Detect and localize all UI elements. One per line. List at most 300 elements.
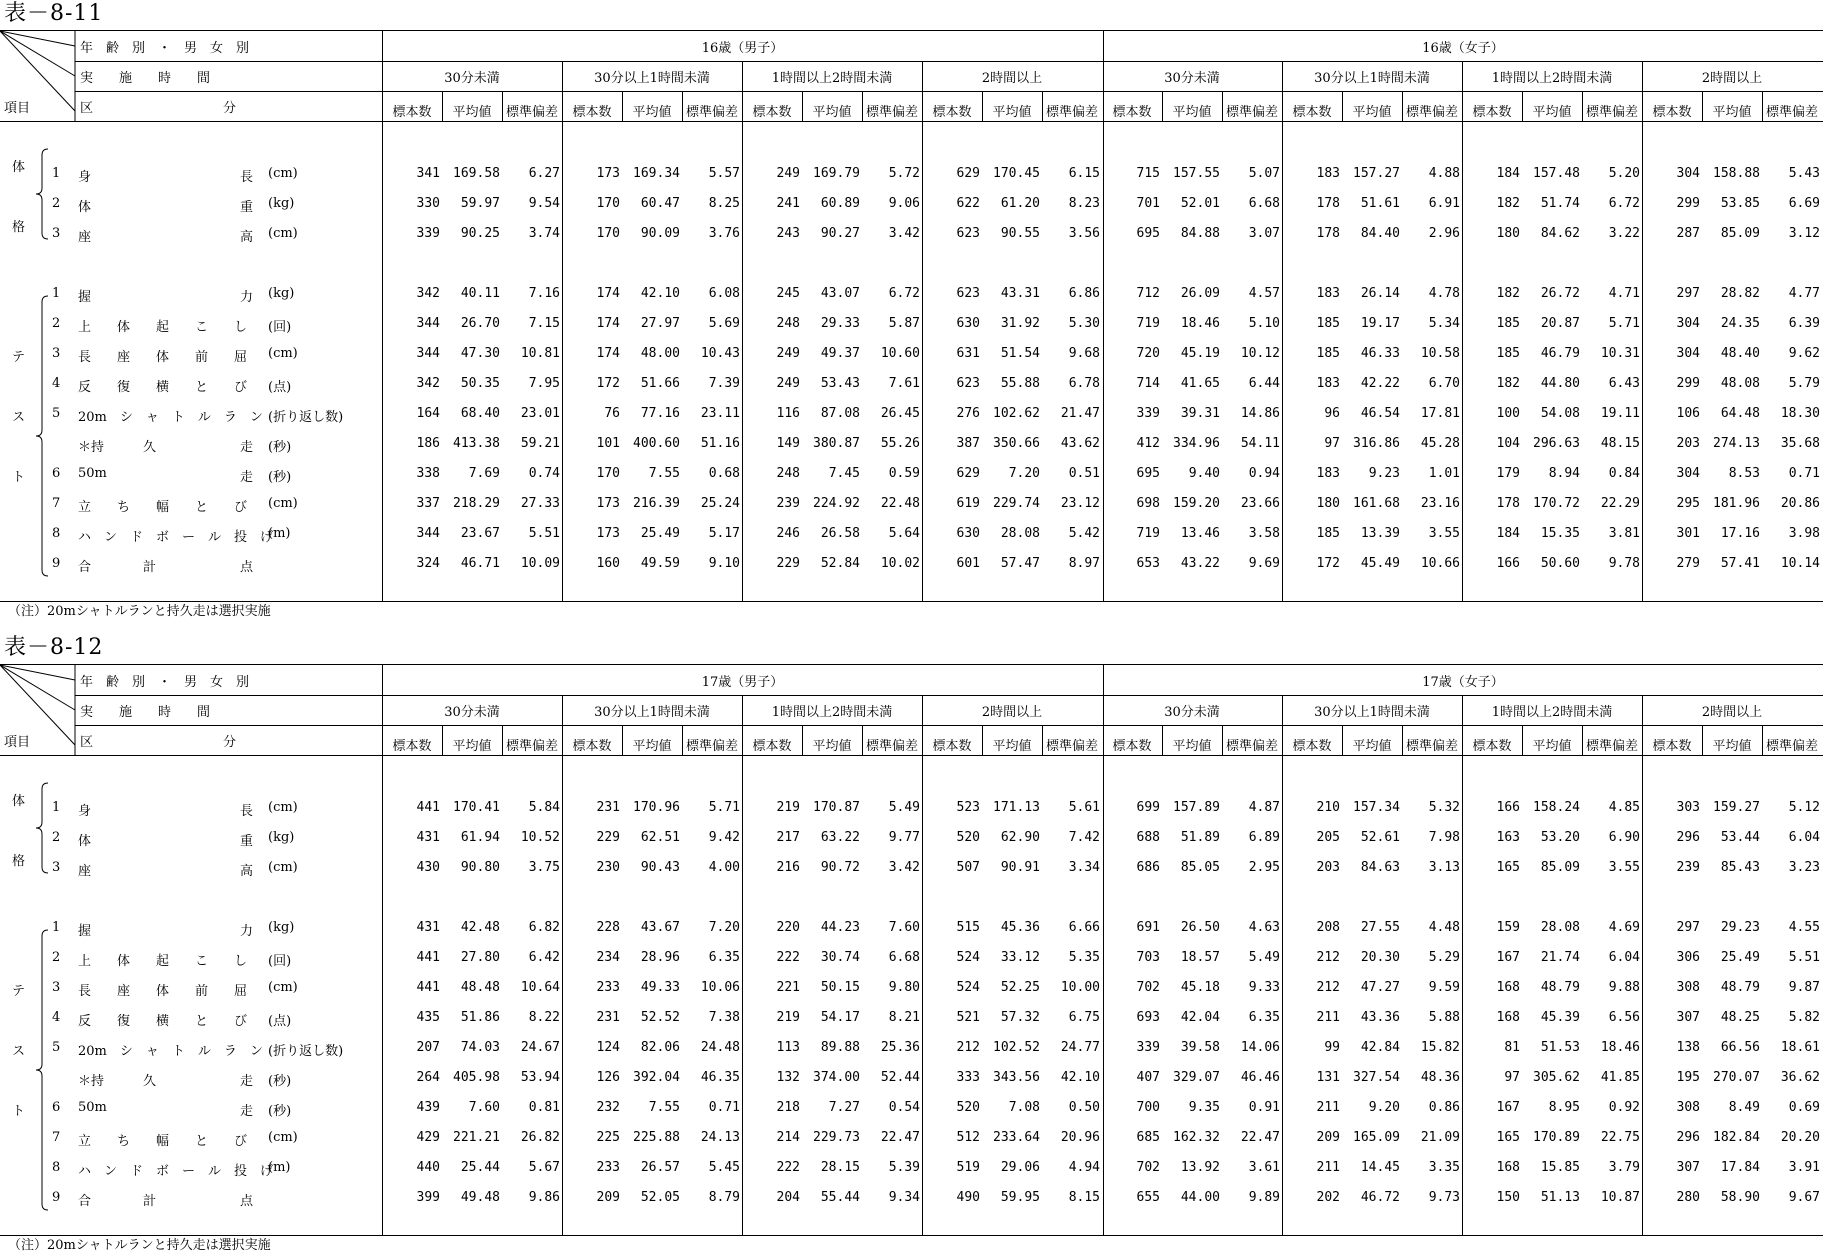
table-cell: 0.74: [528, 466, 560, 481]
table-cell: 14.06: [1240, 1040, 1280, 1055]
table-cell: 57.47: [1000, 556, 1040, 571]
item-unit: (cm): [268, 496, 298, 511]
table-cell: 8.15: [1068, 1190, 1100, 1205]
table-cell: 52.01: [1180, 196, 1220, 211]
table-cell: 233: [596, 980, 620, 995]
subcolumn-label: 標本数: [572, 105, 612, 120]
table-cell: 698: [1136, 496, 1160, 511]
table-cell: 10.09: [520, 556, 560, 571]
table-cell: 35.68: [1780, 436, 1820, 451]
table-caption: 表－8-12: [4, 635, 104, 660]
table-cell: 5.12: [1788, 800, 1820, 815]
table-cell: 0.84: [1608, 466, 1640, 481]
table-cell: 96: [1324, 406, 1340, 421]
table-cell: 101: [596, 436, 620, 451]
table-cell: 48.48: [460, 980, 500, 995]
table-cell: 42.04: [1180, 1010, 1220, 1025]
table-cell: 3.81: [1608, 526, 1640, 541]
item-number: 2: [52, 196, 61, 211]
table-cell: 3.91: [1788, 1160, 1820, 1175]
table-cell: 169.79: [813, 166, 860, 181]
table-cell: 170: [596, 226, 620, 241]
table-cell: 23.01: [520, 406, 560, 421]
table-cell: 203: [1316, 860, 1340, 875]
table-cell: 54.08: [1540, 406, 1580, 421]
table-cell: 150: [1496, 1190, 1520, 1205]
item-name: 長 座 体 前 屈: [78, 350, 248, 365]
table-cell: 174: [596, 316, 620, 331]
table-cell: 113: [776, 1040, 800, 1055]
table-cell: 231: [596, 800, 620, 815]
table-cell: 10.31: [1600, 346, 1640, 361]
table-cell: 24.13: [700, 1130, 740, 1145]
table-cell: 230: [596, 860, 620, 875]
data-table: [0, 664, 1823, 1236]
table-cell: 52.05: [640, 1190, 680, 1205]
table-cell: 61.94: [460, 830, 500, 845]
table-cell: 90.09: [640, 226, 680, 241]
header-age-sex-label: 年 齢 別 ・ 男 女 別: [80, 675, 250, 690]
table-cell: 182: [1496, 376, 1520, 391]
table-cell: 41.85: [1600, 1070, 1640, 1085]
table-cell: 182.84: [1713, 1130, 1760, 1145]
table-cell: 22.75: [1600, 1130, 1640, 1145]
table-cell: 26.58: [820, 526, 860, 541]
subcolumn-label: 標本数: [392, 739, 432, 754]
table-cell: 18.30: [1780, 406, 1820, 421]
table-cell: 97: [1504, 1070, 1520, 1085]
table-cell: 304: [1676, 166, 1700, 181]
table-cell: 0.50: [1068, 1100, 1100, 1115]
subcolumn-label: 標準偏差: [685, 105, 738, 120]
table-cell: 183: [1316, 286, 1340, 301]
table-cell: 222: [776, 950, 800, 965]
table-cell: 64.48: [1720, 406, 1760, 421]
table-cell: 341: [416, 166, 440, 181]
table-cell: 5.57: [708, 166, 740, 181]
table-cell: 6.69: [1788, 196, 1820, 211]
subcolumn-label: 標準偏差: [1225, 105, 1278, 120]
subcolumn-label: 標準偏差: [1225, 739, 1278, 754]
table-cell: 45.28: [1420, 436, 1460, 451]
table-cell: 339: [1136, 406, 1160, 421]
table-cell: 301: [1676, 526, 1700, 541]
table-cell: 296: [1676, 1130, 1700, 1145]
table-cell: 6.04: [1788, 830, 1820, 845]
table-cell: 6.86: [1068, 286, 1100, 301]
table-cell: 246: [776, 526, 800, 541]
table-cell: 299: [1676, 376, 1700, 391]
duration-label: 2時間以上: [1701, 71, 1763, 86]
table-cell: 9.10: [708, 556, 740, 571]
table-cell: 182: [1496, 196, 1520, 211]
table-cell: 3.23: [1788, 860, 1820, 875]
item-number: 7: [52, 496, 61, 511]
table-cell: 524: [956, 950, 980, 965]
table-cell: 182: [1496, 286, 1520, 301]
table-cell: 7.16: [528, 286, 560, 301]
table-cell: 30.74: [820, 950, 860, 965]
subcolumn-label: 標本数: [932, 739, 972, 754]
subcolumn-label: 標本数: [1292, 105, 1332, 120]
table-cell: 178: [1316, 196, 1340, 211]
table-cell: 521: [956, 1010, 980, 1025]
table-cell: 225: [596, 1130, 620, 1145]
item-unit: (秒): [268, 1104, 292, 1119]
table-cell: 623: [956, 286, 980, 301]
table-cell: 157.48: [1533, 166, 1580, 181]
table-cell: 7.20: [708, 920, 740, 935]
subcolumn-label: 標準偏差: [1405, 105, 1458, 120]
group-label-test: ス: [12, 410, 26, 425]
table-cell: 31.92: [1000, 316, 1040, 331]
table-cell: 202: [1316, 1190, 1340, 1205]
subcolumn-label: 平均値: [1532, 105, 1572, 120]
table-cell: 159.27: [1713, 800, 1760, 815]
table-cell: 714: [1136, 376, 1160, 391]
table-cell: 9.34: [888, 1190, 920, 1205]
item-name: 立 ち 幅 と び: [78, 1134, 248, 1149]
table-cell: 9.62: [1788, 346, 1820, 361]
table-cell: 6.72: [888, 286, 920, 301]
table-cell: 431: [416, 920, 440, 935]
item-name: 握: [78, 290, 92, 305]
item-name-end: 重: [240, 834, 254, 849]
table-cell: 6.39: [1788, 316, 1820, 331]
table-cell: 507: [956, 860, 980, 875]
table-cell: 7.95: [528, 376, 560, 391]
table-cell: 22.47: [1240, 1130, 1280, 1145]
table-cell: 720: [1136, 346, 1160, 361]
table-cell: 9.73: [1428, 1190, 1460, 1205]
table-cell: 74.03: [460, 1040, 500, 1055]
duration-label: 2時間以上: [981, 71, 1043, 86]
table-cell: 90.80: [460, 860, 500, 875]
table-cell: 84.40: [1360, 226, 1400, 241]
table-cell: 59.21: [520, 436, 560, 451]
group-label-physique: 体: [12, 794, 26, 809]
item-name: 体: [78, 200, 92, 215]
duration-label: 1時間以上2時間未満: [771, 705, 893, 720]
table-cell: 47.30: [460, 346, 500, 361]
item-name-end: 高: [240, 864, 254, 879]
subcolumn-label: 平均値: [1532, 739, 1572, 754]
table-cell: 185: [1496, 316, 1520, 331]
item-number: 3: [52, 980, 61, 995]
table-cell: 412: [1136, 436, 1160, 451]
item-name: 握: [78, 924, 92, 939]
item-number: 9: [52, 556, 61, 571]
table-cell: 170.41: [453, 800, 500, 815]
table-cell: 9.69: [1248, 556, 1280, 571]
table-cell: 159: [1496, 920, 1520, 935]
table-cell: 209: [596, 1190, 620, 1205]
subcolumn-label: 標本数: [752, 739, 792, 754]
table-cell: 124: [596, 1040, 620, 1055]
table-cell: 218.29: [453, 496, 500, 511]
table-cell: 653: [1136, 556, 1160, 571]
item-number: 1: [52, 286, 61, 301]
table-cell: 719: [1136, 526, 1160, 541]
table-cell: 0.71: [1788, 466, 1820, 481]
table-cell: 5.20: [1608, 166, 1640, 181]
header-line: [0, 755, 1823, 756]
item-name: ハ ン ド ボ ー ル 投 げ: [78, 1164, 274, 1179]
item-unit: (cm): [268, 166, 298, 181]
table-cell: 4.63: [1248, 920, 1280, 935]
female-label: 16歳（女子）: [1422, 41, 1504, 56]
table-cell: 430: [416, 860, 440, 875]
table-cell: 49.59: [640, 556, 680, 571]
subcolumn-label: 標準偏差: [685, 739, 738, 754]
subcolumn-label: 平均値: [632, 739, 672, 754]
item-name-end: 走: [240, 1074, 254, 1089]
table-cell: 54.11: [1240, 436, 1280, 451]
table-cell: 28.08: [1540, 920, 1580, 935]
subcolumn-label: 標本数: [1652, 739, 1692, 754]
table-cell: 10.60: [880, 346, 920, 361]
table-cell: 84.62: [1540, 226, 1580, 241]
table-cell: 520: [956, 1100, 980, 1115]
table-cell: 25.24: [700, 496, 740, 511]
table-cell: 4.55: [1788, 920, 1820, 935]
table-cell: 274.13: [1713, 436, 1760, 451]
table-cell: 170: [596, 196, 620, 211]
table-cell: 429: [416, 1130, 440, 1145]
group-label-physique: 格: [12, 220, 26, 235]
item-name: 上 体 起 こ し: [78, 320, 248, 335]
table-cell: 287: [1676, 226, 1700, 241]
table-cell: 7.27: [828, 1100, 860, 1115]
table-cell: 43.67: [640, 920, 680, 935]
table-cell: 8.25: [708, 196, 740, 211]
table-cell: 48.79: [1720, 980, 1760, 995]
table-cell: 26.82: [520, 1130, 560, 1145]
table-cell: 700: [1136, 1100, 1160, 1115]
table-cell: 9.54: [528, 196, 560, 211]
table-cell: 304: [1676, 346, 1700, 361]
table-cell: 45.39: [1540, 1010, 1580, 1025]
header-line: [0, 121, 1823, 122]
table-cell: 46.79: [1540, 346, 1580, 361]
item-name-end: 走: [240, 440, 254, 455]
duration-label: 30分未満: [1164, 71, 1220, 86]
table-cell: 490: [956, 1190, 980, 1205]
table-cell: 28.82: [1720, 286, 1760, 301]
table-cell: 339: [416, 226, 440, 241]
table-cell: 52.52: [640, 1010, 680, 1025]
table-cell: 221.21: [453, 1130, 500, 1145]
table-cell: 3.98: [1788, 526, 1820, 541]
item-name: ＊持 久: [78, 1074, 196, 1089]
table-cell: 9.86: [528, 1190, 560, 1205]
header-item-label: 項目: [4, 735, 31, 750]
table-cell: 97: [1324, 436, 1340, 451]
column-divider: [1462, 695, 1463, 1235]
item-unit: (m): [268, 1160, 291, 1175]
table-cell: 4.78: [1428, 286, 1460, 301]
table-cell: 229.73: [813, 1130, 860, 1145]
table-cell: 1.01: [1428, 466, 1460, 481]
table-cell: 168: [1496, 1010, 1520, 1025]
table-cell: 7.39: [708, 376, 740, 391]
table-cell: 333: [956, 1070, 980, 1085]
item-name-end: 走: [240, 1104, 254, 1119]
table-cell: 26.45: [880, 406, 920, 421]
table-cell: 20.30: [1360, 950, 1400, 965]
table-cell: 400.60: [633, 436, 680, 451]
item-unit: (回): [268, 320, 292, 335]
subcolumn-label: 平均値: [452, 739, 492, 754]
table-cell: 304: [1676, 316, 1700, 331]
table-cell: 619: [956, 496, 980, 511]
table-cell: 25.36: [880, 1040, 920, 1055]
table-cell: 102.62: [993, 406, 1040, 421]
header-category-label: 区 分: [80, 101, 237, 116]
table-cell: 167: [1496, 1100, 1520, 1115]
table-cell: 5.45: [708, 1160, 740, 1175]
table-cell: 233: [596, 1160, 620, 1175]
table-cell: 9.87: [1788, 980, 1820, 995]
column-divider: [562, 695, 563, 1235]
subcolumn-label: 平均値: [1172, 105, 1212, 120]
table-cell: 6.15: [1068, 166, 1100, 181]
table-cell: 42.48: [460, 920, 500, 935]
table-cell: 9.80: [888, 980, 920, 995]
table-cell: 51.86: [460, 1010, 500, 1025]
table-cell: 702: [1136, 1160, 1160, 1175]
table-cell: 170.45: [993, 166, 1040, 181]
table-cell: 165: [1496, 860, 1520, 875]
table-cell: 7.55: [648, 466, 680, 481]
table-cell: 5.49: [1248, 950, 1280, 965]
table-cell: 9.89: [1248, 1190, 1280, 1205]
table-cell: 248: [776, 316, 800, 331]
table-cell: 21.47: [1060, 406, 1100, 421]
table-cell: 178: [1316, 226, 1340, 241]
item-number: 2: [52, 316, 61, 331]
table-cell: 2.96: [1428, 226, 1460, 241]
table-cell: 203: [1676, 436, 1700, 451]
item-number: 1: [52, 920, 61, 935]
table-cell: 5.84: [528, 800, 560, 815]
table-cell: 18.57: [1180, 950, 1220, 965]
table-cell: 50.35: [460, 376, 500, 391]
table-cell: 5.43: [1788, 166, 1820, 181]
table-cell: 231: [596, 1010, 620, 1025]
header-age-sex-label: 年 齢 別 ・ 男 女 別: [80, 41, 250, 56]
table-cell: 219: [776, 800, 800, 815]
table-cell: 26.50: [1180, 920, 1220, 935]
table-cell: 699: [1136, 800, 1160, 815]
table-cell: 5.29: [1428, 950, 1460, 965]
table-cell: 691: [1136, 920, 1160, 935]
duration-label: 30分以上1時間未満: [1314, 705, 1430, 720]
subcolumn-label: 平均値: [452, 105, 492, 120]
table-cell: 7.60: [468, 1100, 500, 1115]
table-cell: 4.88: [1428, 166, 1460, 181]
table-cell: 24.48: [700, 1040, 740, 1055]
column-divider: [742, 695, 743, 1235]
table-cell: 22.47: [880, 1130, 920, 1145]
table-cell: 5.72: [888, 166, 920, 181]
table-cell: 48.79: [1540, 980, 1580, 995]
table-cell: 36.62: [1780, 1070, 1820, 1085]
table-cell: 7.42: [1068, 830, 1100, 845]
item-unit: (kg): [268, 286, 295, 301]
duration-label: 30分未満: [444, 71, 500, 86]
item-unit: (kg): [268, 830, 295, 845]
table-cell: 702: [1136, 980, 1160, 995]
table-cell: 168: [1496, 1160, 1520, 1175]
table-cell: 55.26: [880, 436, 920, 451]
table-cell: 90.72: [820, 860, 860, 875]
duration-label: 1時間以上2時間未満: [1491, 71, 1613, 86]
table-cell: 52.61: [1360, 830, 1400, 845]
table-cell: 306: [1676, 950, 1700, 965]
table-cell: 296: [1676, 830, 1700, 845]
table-cell: 0.91: [1248, 1100, 1280, 1115]
table-cell: 49.48: [460, 1190, 500, 1205]
table-cell: 157.34: [1353, 800, 1400, 815]
table-cell: 342: [416, 286, 440, 301]
item-number: 4: [52, 1010, 61, 1025]
table-cell: 8.22: [528, 1010, 560, 1025]
table-cell: 225.88: [633, 1130, 680, 1145]
table-cell: 6.43: [1608, 376, 1640, 391]
table-cell: 185: [1316, 526, 1340, 541]
table-cell: 99: [1324, 1040, 1340, 1055]
table-cell: 45.18: [1180, 980, 1220, 995]
table-cell: 28.08: [1000, 526, 1040, 541]
table-cell: 6.70: [1428, 376, 1460, 391]
table-cell: 440: [416, 1160, 440, 1175]
table-cell: 126: [596, 1070, 620, 1085]
item-name: ハ ン ド ボ ー ル 投 げ: [78, 530, 274, 545]
table-cell: 3.12: [1788, 226, 1820, 241]
subcolumn-label: 平均値: [992, 739, 1032, 754]
table-cell: 249: [776, 166, 800, 181]
item-number: 6: [52, 466, 61, 481]
duration-label: 30分未満: [1164, 705, 1220, 720]
table-cell: 100: [1496, 406, 1520, 421]
table-cell: 7.69: [468, 466, 500, 481]
table-cell: 14.45: [1360, 1160, 1400, 1175]
table-cell: 219: [776, 1010, 800, 1025]
table-cell: 131: [1316, 1070, 1340, 1085]
table-cell: 46.72: [1360, 1190, 1400, 1205]
subcolumn-label: 標準偏差: [1765, 105, 1818, 120]
table-cell: 24.67: [520, 1040, 560, 1055]
table-cell: 324: [416, 556, 440, 571]
table-cell: 276: [956, 406, 980, 421]
table-cell: 4.77: [1788, 286, 1820, 301]
table-cell: 169.34: [633, 166, 680, 181]
table-cell: 5.10: [1248, 316, 1280, 331]
table-cell: 6.04: [1608, 950, 1640, 965]
table-cell: 90.27: [820, 226, 860, 241]
table-cell: 3.07: [1248, 226, 1280, 241]
table-cell: 51.13: [1540, 1190, 1580, 1205]
table-cell: 229: [596, 830, 620, 845]
table-cell: 185: [1316, 316, 1340, 331]
table-cell: 23.12: [1060, 496, 1100, 511]
table-cell: 3.79: [1608, 1160, 1640, 1175]
table-cell: 53.43: [820, 376, 860, 391]
table-cell: 185: [1496, 346, 1520, 361]
table-cell: 52.44: [880, 1070, 920, 1085]
table-cell: 308: [1676, 1100, 1700, 1115]
